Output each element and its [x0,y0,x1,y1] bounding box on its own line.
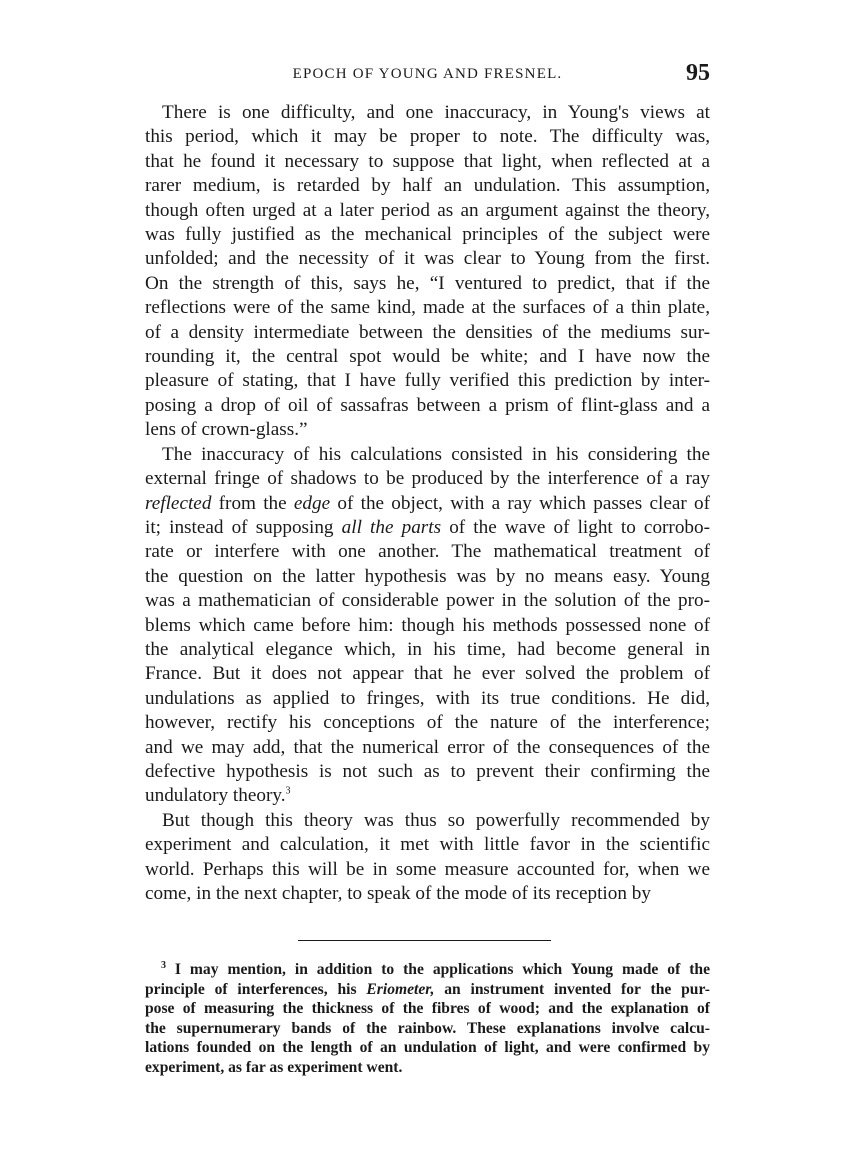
text-run: There is one difficulty, and one inaccuracy, in Young's views at [162,102,710,123]
footnote-marker: 3 [161,959,166,971]
text-run: I may mention, in addition to the applications which Young made of the [166,961,710,978]
text-run: an instrument invented for the pur- [434,980,710,998]
text-line [145,467,710,491]
text-line [145,662,710,686]
text-line [145,418,710,442]
text-run: experiment and calculation, it met with little favor in the scientific [145,834,710,856]
text-line [145,736,710,760]
text-run: though often urged at a later period as an argument against the theory, [145,199,710,221]
text-run: reflections were of the same kind, made at the surfaces of a thin plate, [145,297,710,319]
text-run: however, rectify his conceptions of the nature of the interference; [145,712,710,734]
text-line [145,760,710,784]
text-run: posing a drop of oil of sassafras between a prism of flint-glass and a [145,394,710,416]
text-line [145,516,710,540]
text-run: external fringe of shadows to be produced by the interference of a ray [145,468,710,490]
text-run: it; instead of supposing [145,516,342,538]
text-line [145,858,710,882]
text-line [145,150,710,174]
text-run: principle of interferences, his [145,980,367,998]
text-line [145,199,710,223]
text-run: of the object, with a ray which passes clear of [330,492,710,514]
text-line [145,589,710,613]
page-header [145,62,710,86]
text-run: unfolded; and the necessity of it was clear to Young from the first. [145,248,710,270]
text-run: of the wave of light to corrobo- [441,516,710,538]
text-run: experiment, as far as experiment went. [145,1058,403,1076]
text-run: rate or interfere with one another. The mathematical treatment of [145,541,710,563]
text-line [145,638,710,662]
text-line [145,784,710,808]
text-run: world. Perhaps this will be in some measure accounted for, when we [145,858,710,880]
text-line [145,101,710,125]
text-line [145,223,710,247]
text-line [145,833,710,857]
text-line [145,1038,710,1058]
footnote [145,960,710,1078]
text-line [145,1058,710,1078]
text-run: this period, which it may be proper to note. The difficulty was, [145,126,710,148]
footnote-divider [298,940,551,941]
text-line [145,999,710,1019]
italic-text: Eriometer, [366,980,435,998]
text-run: that he found it necessary to suppose that light, when reflected at a [145,150,710,172]
text-line [145,394,710,418]
text-run: pose of measuring the thickness of the fibres of wood; and the explanation of [145,1000,710,1018]
text-run: and we may add, that the numerical error of the consequences of the [145,736,710,758]
text-run: the analytical elegance which, in his time, had become general in [145,638,710,660]
text-run: the supernumerary bands of the rainbow. These explanations involve calcu- [145,1019,710,1037]
page-number: 95 [686,60,710,86]
footnote-marker: 3 [285,785,291,797]
text-run: lations founded on the length of an undulation of light, and were confirmed by [145,1039,710,1057]
text-run: The inaccuracy of his calculations consisted in his considering the [162,443,710,465]
text-line [145,443,710,467]
text-run: the question on the latter hypothesis was by no means easy. Young [145,565,710,587]
text-line [145,1019,710,1039]
text-line [145,125,710,149]
italic-text: reflected [145,492,212,514]
text-run: of a density intermediate between the densities of the mediums sur- [145,321,710,343]
italic-text: all the parts [341,516,442,538]
text-run: rounding it, the central spot would be white; and I have now the [145,346,710,368]
text-line [145,247,710,271]
text-line [145,565,710,589]
paragraph [145,443,710,809]
paragraph [145,101,710,443]
text-run: come, in the next chapter, to speak of the mode of its reception by [145,883,651,904]
text-line [145,882,710,906]
text-line [145,980,710,1000]
text-run: blems which came before him: though his methods possessed none of [145,614,710,636]
text-line [145,492,710,516]
text-run: France. But it does not appear that he ever solved the problem of [145,663,710,685]
text-line [145,614,710,638]
text-run: On the strength of this, says he, “I ventured to predict, that if the [145,272,710,294]
text-line [145,369,710,393]
text-run: pleasure of stating, that I have fully verified this prediction by inter- [145,370,710,392]
running-head: EPOCH OF YOUNG AND FRESNEL. [292,66,563,82]
text-run: lens of crown-glass.” [145,419,308,441]
text-line [145,809,710,833]
text-run: undulatory theory. [145,785,286,807]
text-run: was fully justified as the mechanical principles of the subject were [145,224,710,246]
text-line [145,272,710,296]
text-run: was a mathematician of considerable power in the solution of the pro- [145,590,710,612]
body-text [145,101,710,906]
text-line [145,687,710,711]
text-line [145,711,710,735]
text-run: But though this theory was thus so powerfully recommended by [162,809,710,831]
text-run: defective hypothesis is not such as to prevent their confirming the [145,760,710,782]
text-run: from the [211,492,294,514]
italic-text: edge [293,492,331,514]
paragraph [145,809,710,907]
text-line [145,296,710,320]
text-run: rarer medium, is retarded by half an undulation. This assumption, [145,175,710,197]
text-line [145,345,710,369]
text-line [145,540,710,564]
text-run: undulations as applied to fringes, with its true conditions. He did, [145,687,710,709]
text-line [145,174,710,198]
text-line [145,960,710,980]
text-line [145,321,710,345]
